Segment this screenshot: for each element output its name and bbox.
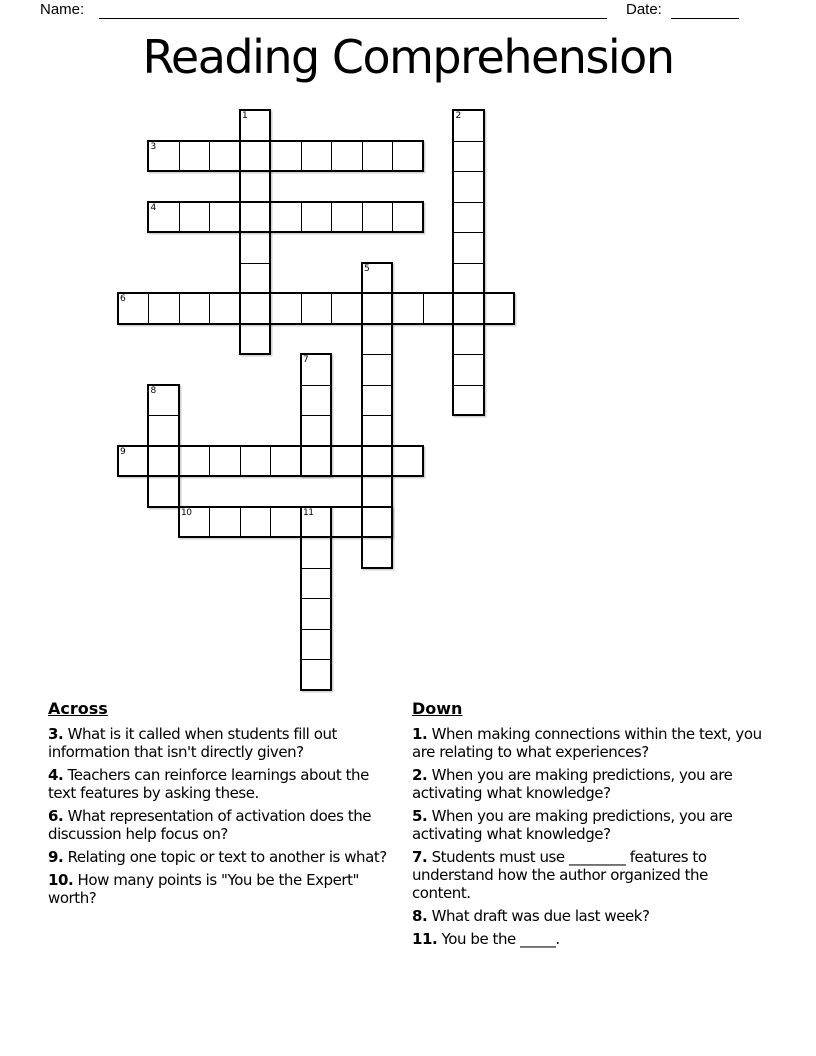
cell-number-7: 7: [303, 355, 309, 365]
page-title: Reading Comprehension: [142, 30, 674, 84]
clue-number-label: 7.: [412, 848, 428, 866]
down-clue-11: [412, 930, 766, 948]
clue-number-label: 3.: [48, 725, 64, 743]
across-clue-9: [48, 848, 388, 866]
clue-number-label: 11.: [412, 930, 438, 948]
word-outline-2-down: [452, 109, 485, 416]
clue-number-label: 2.: [412, 766, 428, 784]
clue-text: When making connections within the text, you are relating to what experiences?: [412, 725, 762, 761]
word-outline-3-across: [147, 140, 424, 173]
clue-number-label: 8.: [412, 907, 428, 925]
cell-number-4: 4: [150, 202, 156, 213]
down-clue-2: [412, 766, 766, 802]
word-outline-10-across: [178, 506, 394, 539]
down-clue-8: [412, 907, 766, 925]
down-clue-1: [412, 725, 766, 761]
clue-text: What is it called when students fill out information that isn't directly given?: [48, 725, 337, 761]
cell-number-11: 11: [303, 507, 314, 518]
clue-number-label: 4.: [48, 766, 64, 784]
across-clue-list: [48, 725, 388, 907]
clue-number-label: 5.: [412, 807, 428, 825]
clue-number-label: 9.: [48, 848, 64, 866]
clue-text: You be the _____.: [437, 930, 560, 948]
cell-number-3: 3: [150, 141, 156, 152]
down-heading: Down: [412, 699, 463, 718]
word-outline-9-across: [117, 445, 424, 478]
cell-number-2: 2: [455, 111, 461, 121]
word-outline-11-down: [300, 506, 333, 691]
clue-text: What draft was due last week?: [427, 907, 650, 925]
date-label: Date:: [626, 1, 662, 18]
down-clue-7: [412, 848, 766, 902]
clue-text: How many points is "You be the Expert" worth?: [48, 871, 359, 907]
word-outline-6-across: [117, 292, 516, 325]
cell-number-10: 10: [181, 507, 192, 518]
down-clue-5: [412, 807, 766, 843]
cell-number-6: 6: [120, 294, 126, 304]
clue-text: When you are making predictions, you are activating what knowledge?: [412, 807, 733, 843]
clue-text: What representation of activation does the discussion help focus on?: [48, 807, 372, 843]
word-outline-4-across: [147, 201, 424, 234]
across-clue-3: [48, 725, 388, 761]
clue-text: Relating one topic or text to another is what?: [63, 848, 387, 866]
clue-text: Students must use ________ features to understand how the author organized the content.: [412, 848, 708, 902]
clue-number-label: 6.: [48, 807, 64, 825]
down-clues-section: [412, 699, 766, 953]
cell-number-8: 8: [150, 385, 156, 396]
clue-text: When you are making predictions, you are activating what knowledge?: [412, 766, 733, 802]
across-heading: Across: [48, 699, 108, 718]
clue-text: Teachers can reinforce learnings about the text features by asking these.: [48, 766, 369, 802]
down-clue-list: [412, 725, 766, 948]
clue-number-label: 1.: [412, 725, 428, 743]
across-clue-6: [48, 807, 388, 843]
across-clue-4: [48, 766, 388, 802]
cell-number-5: 5: [364, 263, 370, 274]
cell-number-1: 1: [242, 111, 248, 121]
across-clues-section: [48, 699, 388, 912]
cell-number-9: 9: [120, 446, 126, 457]
across-clue-10: [48, 871, 388, 907]
name-label: Name:: [40, 1, 85, 18]
clue-number-label: 10.: [48, 871, 74, 889]
